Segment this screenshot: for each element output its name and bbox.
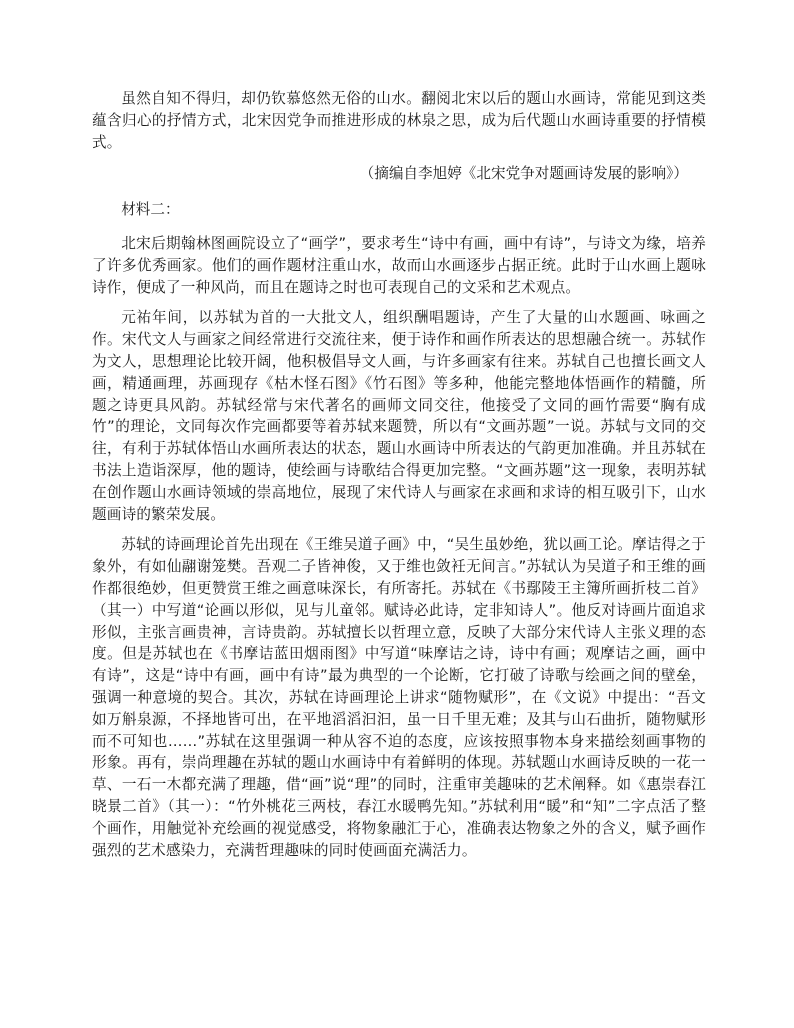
document-page bbox=[92, 88, 706, 861]
intro-paragraph: 虽然自知不得归，却仍钦慕悠然无俗的山水。翻阅北宋以后的题山水画诗，常能见到这类蕴含归心的抒情方式，北宋因党争而推进形成的林泉之思，成为后代题山水画诗重要的抒情模式。 bbox=[92, 90, 706, 151]
body-paragraph-3: 苏轼的诗画理论首先出现在《王维吴道子画》中，“吴生虽妙绝，犹以画工论。摩诘得之于象外，有如仙翮谢笼樊。吾观二子皆神俊，又于维也敛衽无间言。”苏轼认为吴道子和王维的画作都很绝妙，但更赞赏王维之画意味深长，有所寄托。苏轼在《书鄢陵王主簿所画折枝二首》（其一）中写道“论画以形似，见与儿童邻。赋诗必此诗，定非知诗人”。他反对诗画片面追求形似，主张言画贵神，言诗贵韵。苏轼擅长以哲理立意，反映了大部分宋代诗人主张义理的态度。但是苏轼也在《书摩诘蓝田烟雨图》中写道“味摩诘之诗，诗中有画；观摩诘之画，画中有诗”，这是“诗中有画，画中有诗”最为典型的一个论断，它打破了诗歌与绘画之间的壁垒，强调一种意境的契合。其次，苏轼在诗画理论上讲求“随物赋形”，在《文说》中提出：“吾文如万斛泉源，不择地皆可出，在平地滔滔汩汩，虽一日千里无难；及其与山石曲折，随物赋形而不可知也……”苏轼在这里强调一种从容不迫的态度，应该按照事物本身来描绘刻画事物的形象。再有，崇尚理趣在苏轼的题山水画诗中有着鲜明的体现。苏轼题山水画诗反映的一花一草、一石一木都充满了理趣，借“画”说“理”的同时，注重审美趣味的艺术阐释。如《惠崇春江晓景二首》（其一）：“竹外桃花三两枝，春江水暖鸭先知。”苏轼利用“暖”和“知”二字点活了整个画作，用触觉补充绘画的视觉感受，将物象融汇于心，准确表达物象之外的含义，赋予画作强烈的艺术感染力，充满哲理趣味的同时使画面充满活力。 bbox=[92, 536, 706, 859]
body-paragraph-1: 北宋后期翰林图画院设立了“画学”，要求考生“诗中有画，画中有诗”，与诗文为缘，培养了许多优秀画家。他们的画作题材注重山水，故而山水画逐步占据正统。此时于山水画上题咏诗作，便成了一种风尚，而且在题诗之时也可表现自己的文采和艺术观点。 bbox=[92, 234, 706, 296]
body-paragraph-2: 元祐年间，以苏轼为首的一大批文人，组织酬唱题诗，产生了大量的山水题画、咏画之作。宋代文人与画家之间经常进行交流往来，便于诗作和画作所表达的思想融合统一。苏轼作为文人，思想理论比较开阔，他积极倡导文人画，与许多画家有往来。苏轼自己也擅长画文人画，精通画理，苏画现存《枯木怪石图》《竹石图》等多种，他能完整地体悟画作的精髓，所题之诗更具风韵。苏轼经常与宋代著名的画师文同交往，他接受了文同的画竹需要“胸有成竹”的理论，文同每次作完画都要等着苏轼来题赞，所以有“文画苏题”一说。苏轼与文同的交往，有利于苏轼体悟山水画所表达的状态，题山水画诗中所表达的气韵更加准确。并且苏轼在书法上造诣深厚，他的题诗，使绘画与诗歌结合得更加完整。“文画苏题”这一现象，表明苏轼在创作题山水画诗领域的崇高地位，展现了宋代诗人与画家在求画和求诗的相互吸引下，山水题画诗的繁荣发展。 bbox=[92, 309, 706, 523]
section-heading: 材料二： bbox=[121, 201, 180, 219]
source-citation: （摘编自李旭婷《北宋党争对题画诗发展的影响》） bbox=[359, 165, 688, 183]
